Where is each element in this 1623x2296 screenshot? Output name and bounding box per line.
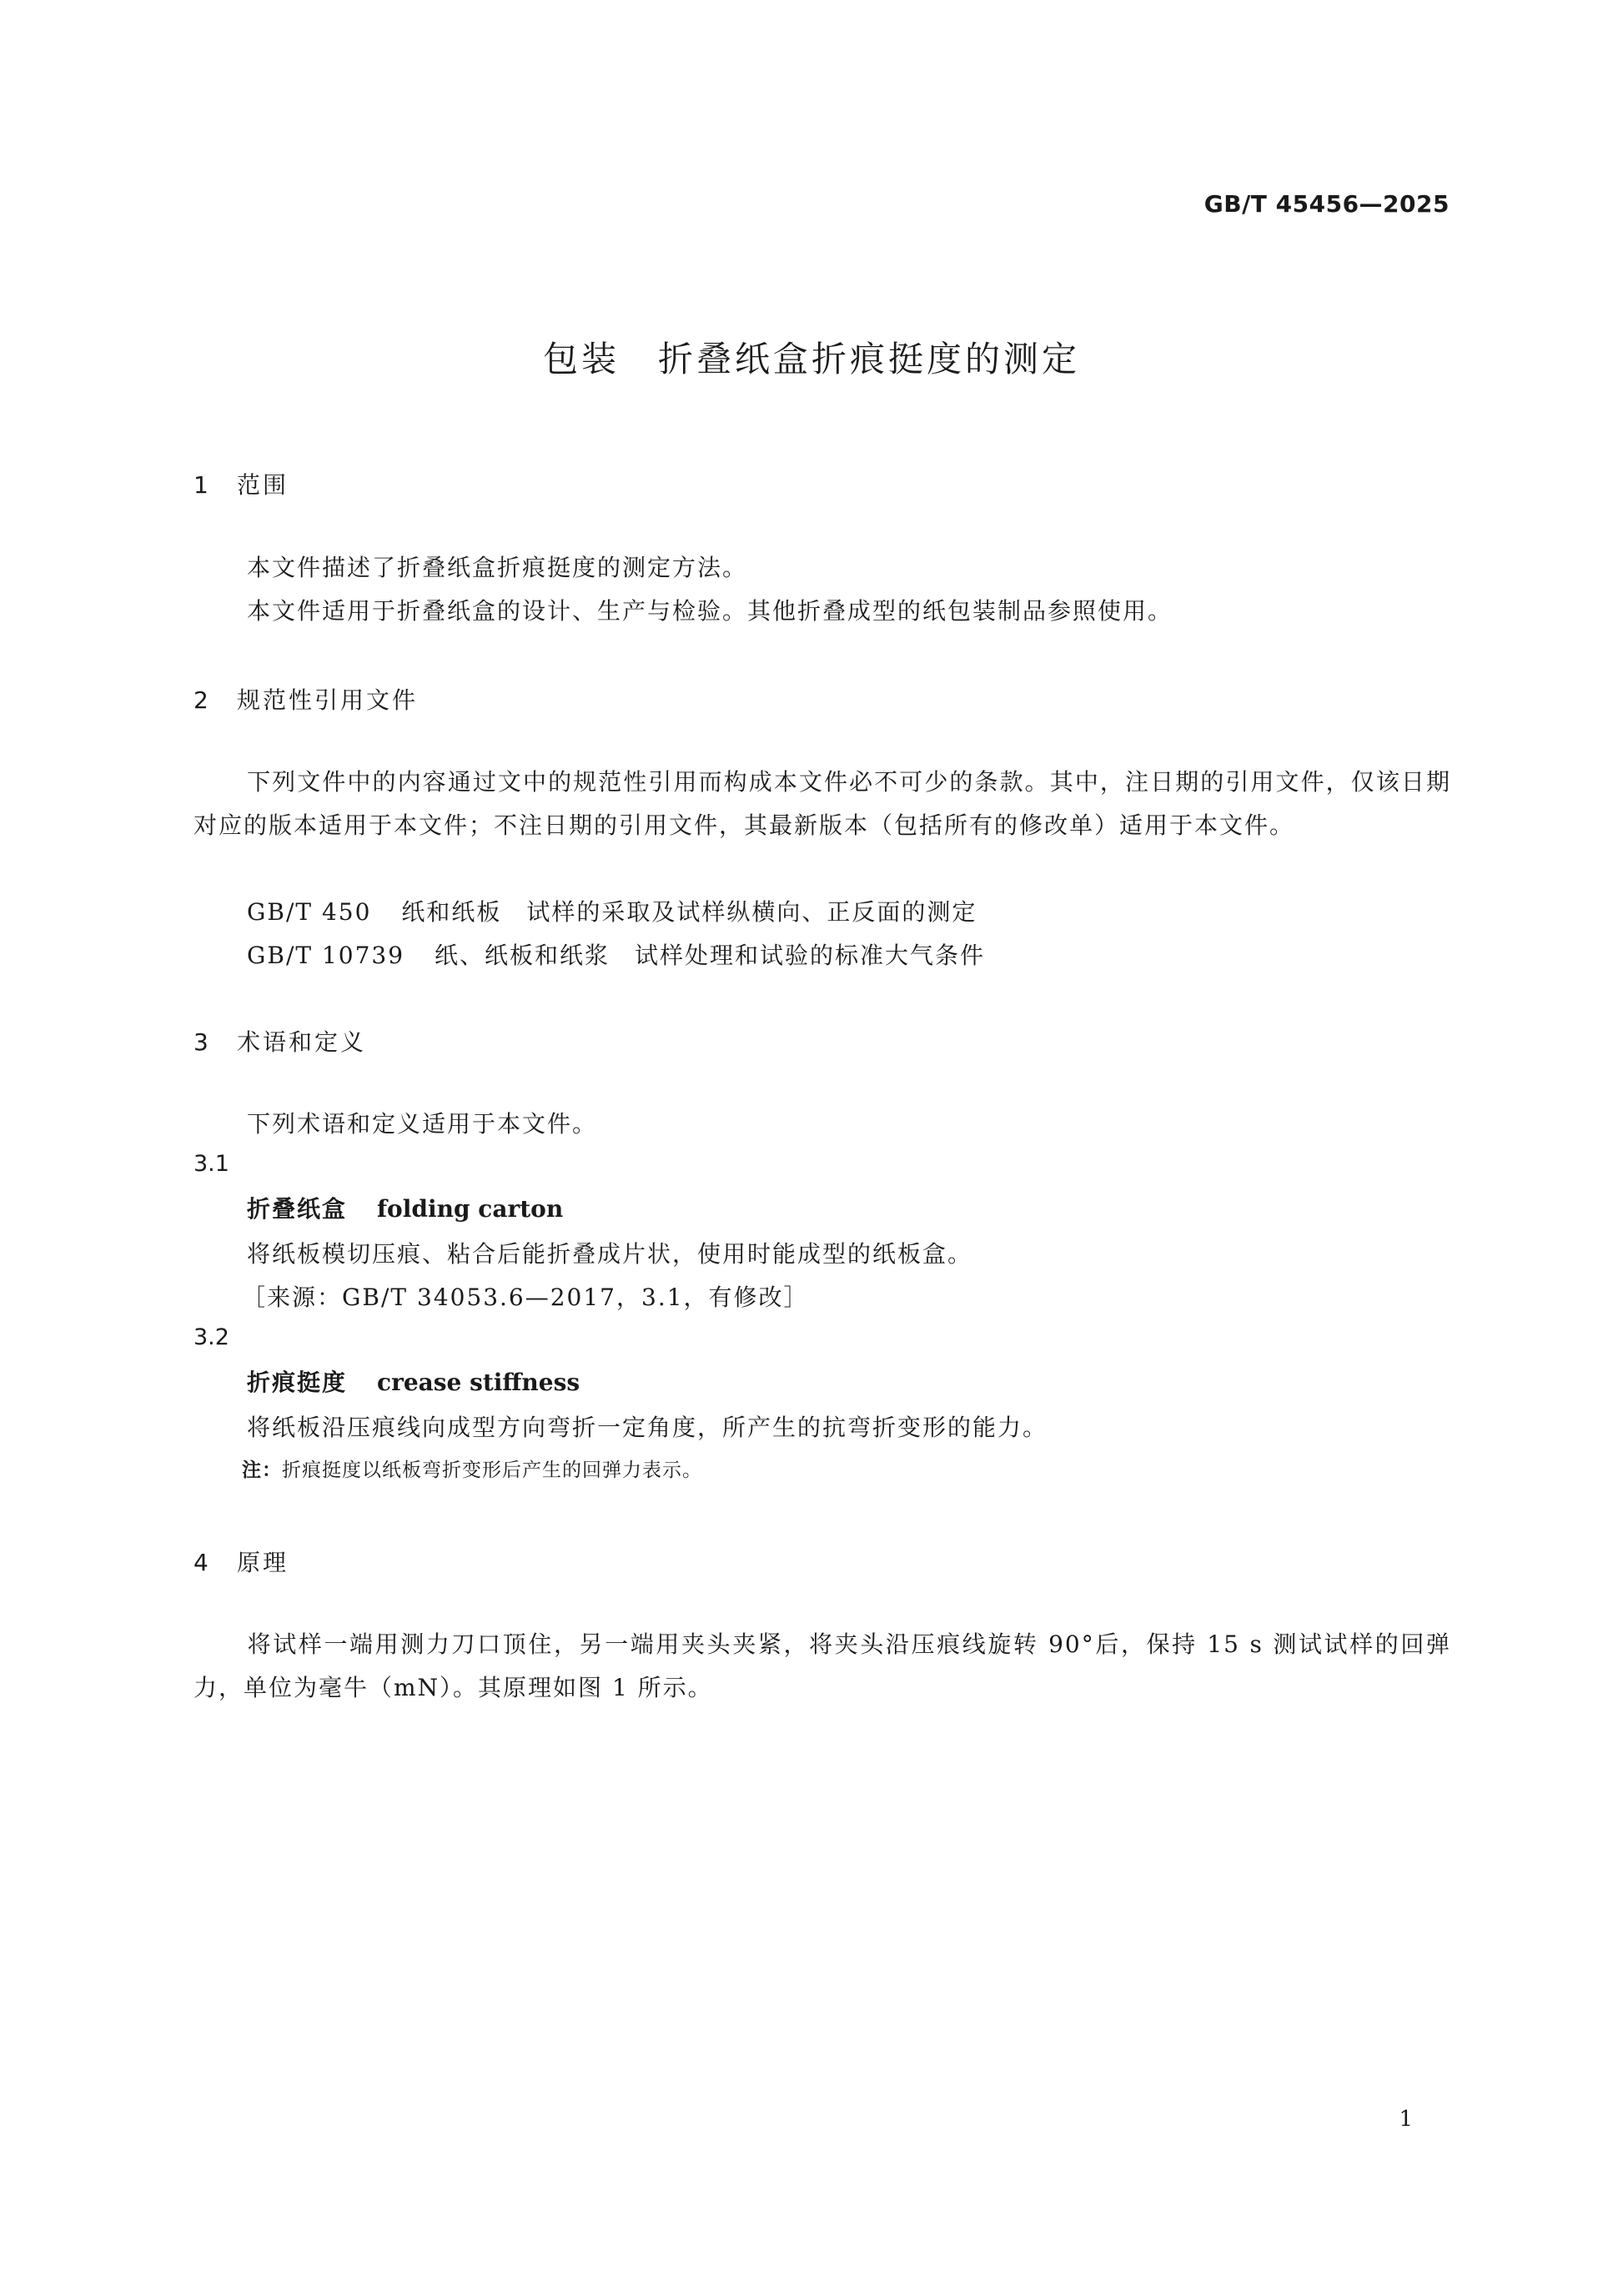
- reference-title: 纸和纸板 试样的采取及试样纵横向、正反面的测定: [401, 898, 977, 926]
- section-heading-terms: [193, 1024, 366, 1058]
- section-heading-principle: [193, 1545, 289, 1578]
- scope-paragraph-2: 本文件适用于折叠纸盒的设计、生产与检验。其他折叠成型的纸包装制品参照使用。: [247, 597, 1173, 625]
- section-number: 1: [193, 471, 209, 499]
- reference-title: 纸、纸板和纸浆 试样处理和试验的标准大气条件: [435, 942, 986, 969]
- term-en: folding carton: [377, 1195, 564, 1223]
- section-number: 2: [193, 686, 209, 714]
- reference-code: GB/T 10739: [247, 942, 405, 969]
- term-definition: 将纸板沿压痕线向成型方向弯折一定角度，所产生的抗弯折变形的能力。: [247, 1414, 1048, 1441]
- reference-item: [247, 891, 977, 934]
- term-number: 3.2: [193, 1324, 229, 1350]
- document-title: 包装 折叠纸盒折痕挺度的测定: [542, 339, 1080, 379]
- term-heading: [247, 1364, 580, 1398]
- principle-paragraph: 将试样一端用测力刀口顶住，另一端用夹头夹紧，将夹头沿压痕线旋转 90°后，保持 15 s 测试试样的回弹力，单位为毫牛（mN）。其原理如图 1 所示。: [193, 1630, 1451, 1701]
- reference-item: [247, 934, 985, 977]
- section-heading-scope: [193, 467, 289, 500]
- page-number: 1: [1399, 2107, 1413, 2132]
- note-label: 注：: [242, 1459, 282, 1481]
- term-zh: 折痕挺度: [247, 1369, 348, 1396]
- term-number: 3.1: [193, 1151, 229, 1177]
- scope-paragraph-1: 本文件描述了折叠纸盒折痕挺度的测定方法。: [247, 554, 748, 581]
- document-code: GB/T 45456—2025: [1203, 190, 1450, 218]
- term-heading: [247, 1191, 563, 1224]
- term-definition: 将纸板模切压痕、粘合后能折叠成片状，使用时能成型的纸板盒。: [247, 1240, 973, 1268]
- term-zh: 折叠纸盒: [247, 1195, 348, 1223]
- section-title: 范围: [237, 471, 289, 499]
- note-text: 折痕挺度以纸板弯折变形后产生的回弹力表示。: [282, 1459, 702, 1481]
- term-en: crease stiffness: [377, 1369, 580, 1396]
- section-heading-normative-references: [193, 682, 418, 716]
- section-title: 原理: [237, 1549, 289, 1576]
- section-title: 规范性引用文件: [237, 686, 419, 714]
- terms-intro-paragraph: 下列术语和定义适用于本文件。: [247, 1110, 598, 1138]
- term-note: [242, 1454, 702, 1482]
- reference-code: GB/T 450: [247, 898, 372, 926]
- term-source: ［来源：GB/T 34053.6—2017，3.1，有修改］: [242, 1284, 809, 1311]
- normative-references-paragraph: 下列文件中的内容通过文中的规范性引用而构成本文件必不可少的条款。其中，注日期的引用文件，仅该日期对应的版本适用于本文件；不注日期的引用文件，其最新版本（包括所有的修改单）适用于本文件。: [193, 768, 1451, 839]
- section-number: 3: [193, 1028, 209, 1056]
- section-number: 4: [193, 1549, 209, 1576]
- section-title: 术语和定义: [237, 1028, 367, 1056]
